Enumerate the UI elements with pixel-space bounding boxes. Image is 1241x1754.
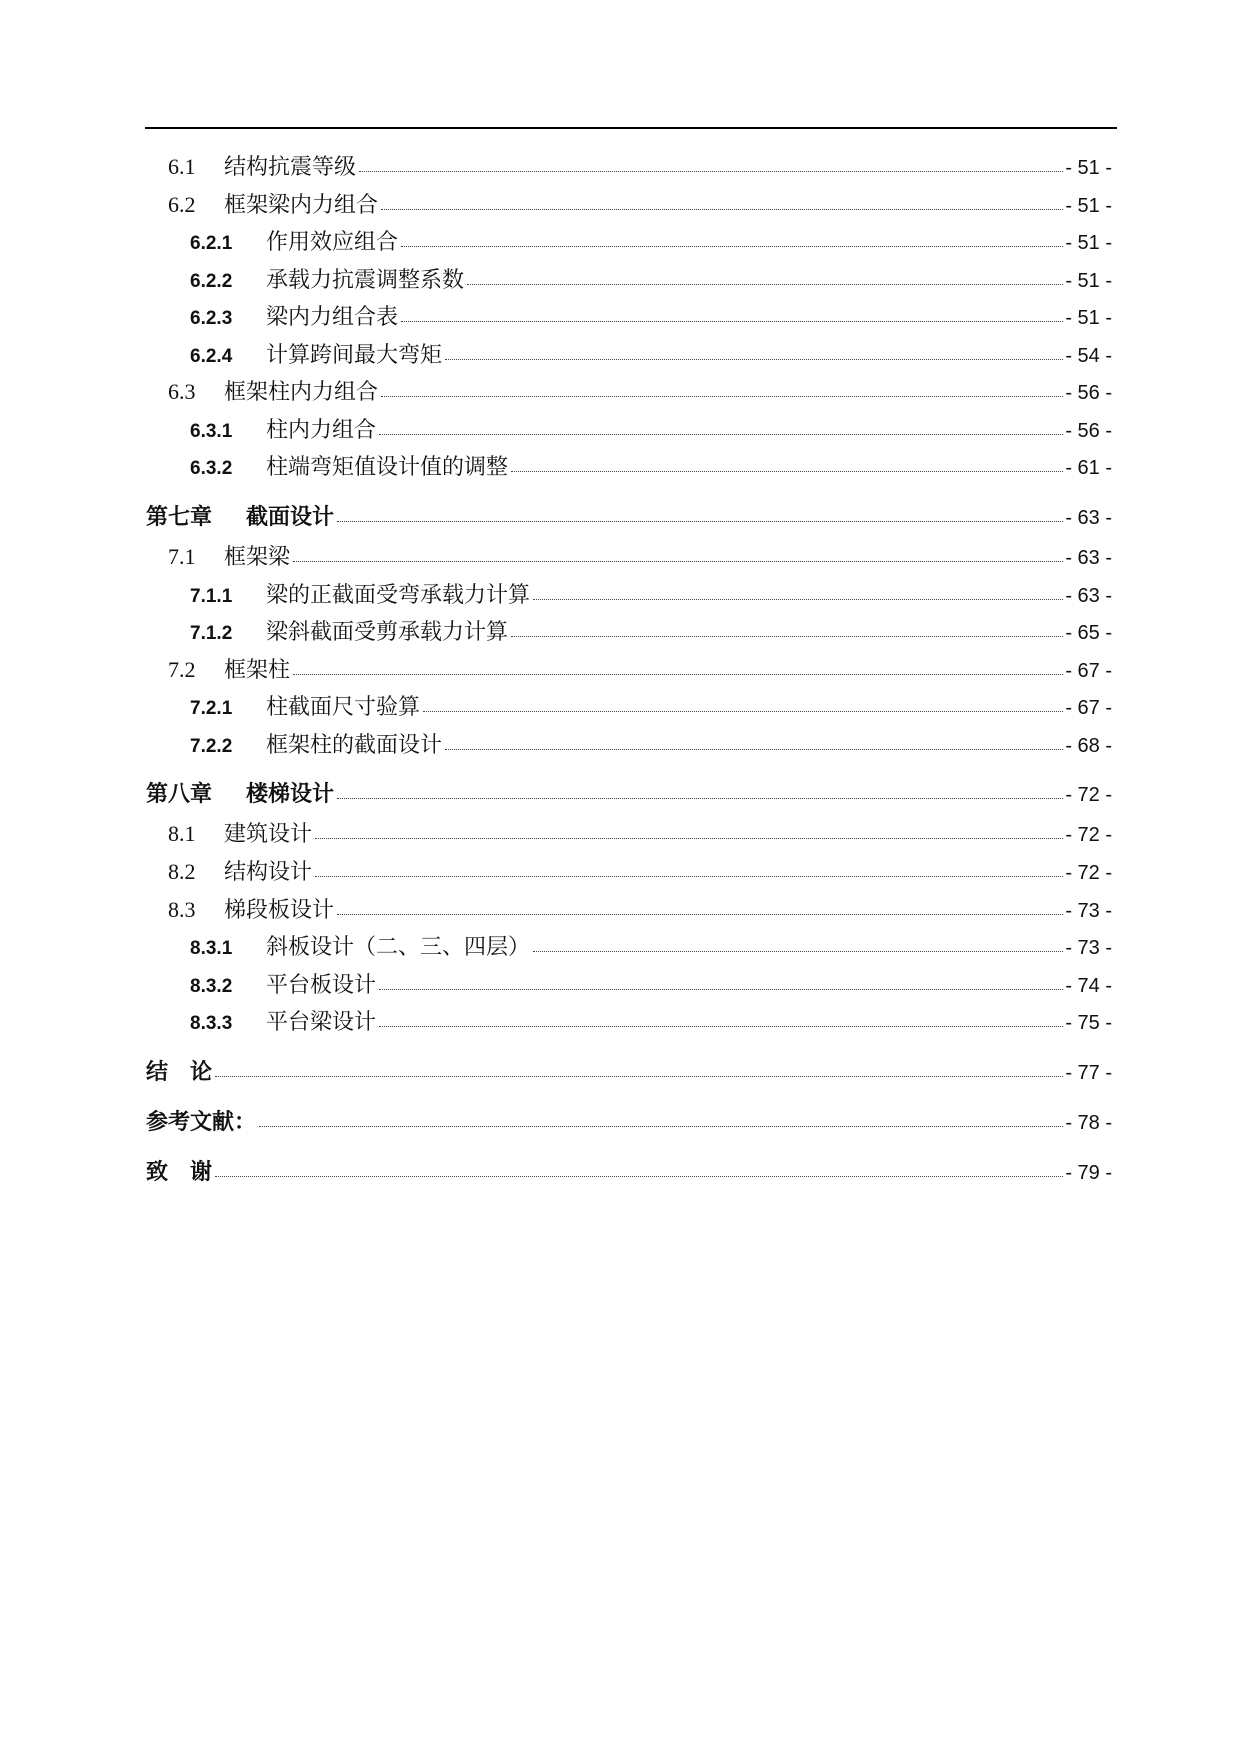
toc-entry-page: - 65 - [1065,622,1112,644]
toc-entry-title: 柱截面尺寸验算 [266,695,421,720]
toc-chapter-title: 结 论 [146,1059,213,1085]
toc-entry-number: 6.1 [168,154,196,179]
toc-entry-page: - 73 - [1065,899,1112,922]
dot-leader [379,433,1063,435]
toc-entry-title: 作用效应组合 [266,230,399,255]
toc-entry-page: - 72 - [1065,824,1112,846]
toc-entry-page: - 78 - [1065,1111,1112,1134]
toc-entry[interactable] [146,338,1112,376]
toc-chapter-title: 楼梯设计 [246,782,335,807]
toc-entry[interactable] [146,615,1112,653]
dot-leader [315,875,1063,877]
toc-entry[interactable] [146,150,1112,188]
toc-entry-title: 梁斜截面受剪承载力计算 [266,620,509,645]
toc-entry-title: 梁内力组合表 [266,305,399,330]
dot-leader [359,170,1063,172]
toc-entry-page: - 61 - [1065,457,1112,479]
toc-entry-page: - 72 - [1065,862,1112,884]
dot-leader [401,320,1063,322]
toc-entry-title: 梁的正截面受弯承载力计算 [266,582,531,608]
toc-entry-number: 7.2.2 [190,735,233,757]
toc-entry-number: 6.2.1 [190,233,233,254]
toc-entry[interactable] [146,855,1112,893]
toc-entry-title: 结构设计 [224,860,313,885]
dot-leader [423,710,1063,712]
toc-entry-number: 6.2.3 [190,308,233,329]
toc-entry-number: 8.3.1 [190,938,233,959]
dot-leader [511,635,1063,637]
toc-entry-page: - 51 - [1065,307,1112,329]
dot-leader [337,520,1063,522]
toc-chapter[interactable] [146,488,1112,538]
toc-entry[interactable] [146,690,1112,728]
toc-entry-number: 7.2 [168,656,196,682]
toc-entry[interactable] [146,450,1112,488]
toc-entry[interactable] [146,413,1112,451]
toc-entry[interactable] [146,225,1112,263]
toc-entry-title: 柱内力组合 [266,417,377,443]
toc-entry-page: - 68 - [1065,734,1112,757]
dot-leader [381,208,1063,210]
toc-entry[interactable] [146,968,1112,1006]
toc-entry-title: 柱端弯矩值设计值的调整 [266,455,509,480]
toc-entry-page: - 54 - [1065,344,1112,367]
toc-entry-number: 6.2.4 [190,345,233,367]
header-rule [145,127,1117,129]
dot-leader [445,358,1063,360]
toc-entry[interactable] [146,263,1112,301]
toc-entry-number: 6.3.2 [190,458,233,479]
toc-entry-page: - 51 - [1065,269,1112,292]
toc-chapter[interactable] [146,1093,1112,1143]
toc-entry-title: 框架柱的截面设计 [266,732,443,758]
toc-entry-number: 8.2 [168,859,196,884]
dot-leader [259,1125,1063,1127]
toc-entry-number: 8.1 [168,821,196,846]
toc-entry-title: 计算跨间最大弯矩 [266,342,443,368]
toc-chapter[interactable] [146,765,1112,815]
toc-chapter-number: 第八章 [146,782,213,807]
toc-entry-page: - 51 - [1065,194,1112,217]
toc-entry-number: 7.1.1 [190,585,233,607]
toc-entry-page: - 51 - [1065,157,1112,179]
toc-entry-number: 7.1 [168,543,196,569]
toc-entry-title: 结构抗震等级 [224,155,357,180]
toc-entry-page: - 67 - [1065,659,1112,682]
toc-chapter-title: 参考文献： [146,1109,257,1135]
toc-entry[interactable] [146,1005,1112,1043]
toc-entry-page: - 56 - [1065,382,1112,404]
toc-entry-title: 框架梁 [224,544,291,570]
dot-leader [533,950,1063,952]
dot-leader [379,988,1063,990]
dot-leader [215,1175,1063,1177]
toc-entry[interactable] [146,930,1112,968]
toc-entry-page: - 51 - [1065,232,1112,254]
toc-entry[interactable] [146,538,1112,578]
toc-entry-title: 承载力抗震调整系数 [266,267,465,293]
toc-entry[interactable] [146,578,1112,616]
dot-leader [337,797,1063,799]
toc-chapter-title: 截面设计 [246,504,335,530]
toc-entry[interactable] [146,188,1112,226]
dot-leader [511,470,1063,472]
toc-entry-title: 平台梁设计 [266,1010,377,1035]
toc-chapter-title: 致 谢 [146,1159,213,1185]
toc-entry-number: 7.1.2 [190,623,233,644]
dot-leader [315,837,1063,839]
toc-entry-page: - 63 - [1065,546,1112,569]
toc-chapter[interactable] [146,1143,1112,1193]
toc-entry-page: - 67 - [1065,697,1112,719]
toc-entry-title: 框架柱内力组合 [224,380,379,405]
toc-entry-title: 框架柱 [224,657,291,683]
toc-entry-number: 6.2.2 [190,270,233,292]
toc-entry-number: 8.3.3 [190,1013,233,1034]
toc-entry-number: 6.3 [168,379,196,404]
toc-entry[interactable] [146,375,1112,413]
dot-leader [533,598,1063,600]
toc-entry[interactable] [146,300,1112,338]
toc-entry[interactable] [146,893,1112,931]
toc-entry[interactable] [146,815,1112,855]
toc-entry-number: 6.3.1 [190,420,233,442]
dot-leader [381,395,1063,397]
dot-leader [215,1075,1063,1077]
toc-entry[interactable] [146,728,1112,766]
toc-entry-title: 梯段板设计 [224,897,335,923]
toc-entry-page: - 63 - [1065,584,1112,607]
dot-leader [293,560,1063,562]
toc-entry-page: - 74 - [1065,974,1112,997]
toc-entry-page: - 79 - [1065,1161,1112,1184]
toc-entry-page: - 56 - [1065,419,1112,442]
toc-entry-number: 8.3.2 [190,975,233,997]
toc-entry-page: - 73 - [1065,937,1112,959]
toc-entry-page: - 63 - [1065,506,1112,529]
dot-leader [337,913,1063,915]
dot-leader [467,283,1063,285]
toc-entry-number: 8.3 [168,896,196,922]
toc-entry-number: 7.2.1 [190,698,233,719]
dot-leader [379,1025,1063,1027]
toc-entry-title: 建筑设计 [224,822,313,847]
toc-entry-page: - 77 - [1065,1061,1112,1084]
toc-entry-page: - 72 - [1065,784,1112,806]
toc-entry-page: - 75 - [1065,1012,1112,1034]
dot-leader [401,245,1063,247]
toc-entry-title: 框架梁内力组合 [224,192,379,218]
toc-entry-number: 6.2 [168,191,196,217]
table-of-contents [146,150,1112,1193]
toc-entry-title: 斜板设计（二、三、四层） [266,935,531,960]
toc-chapter[interactable] [146,1043,1112,1093]
toc-entry-title: 平台板设计 [266,972,377,998]
dot-leader [293,673,1063,675]
toc-entry[interactable] [146,653,1112,691]
dot-leader [445,748,1063,750]
toc-chapter-number: 第七章 [146,504,213,530]
